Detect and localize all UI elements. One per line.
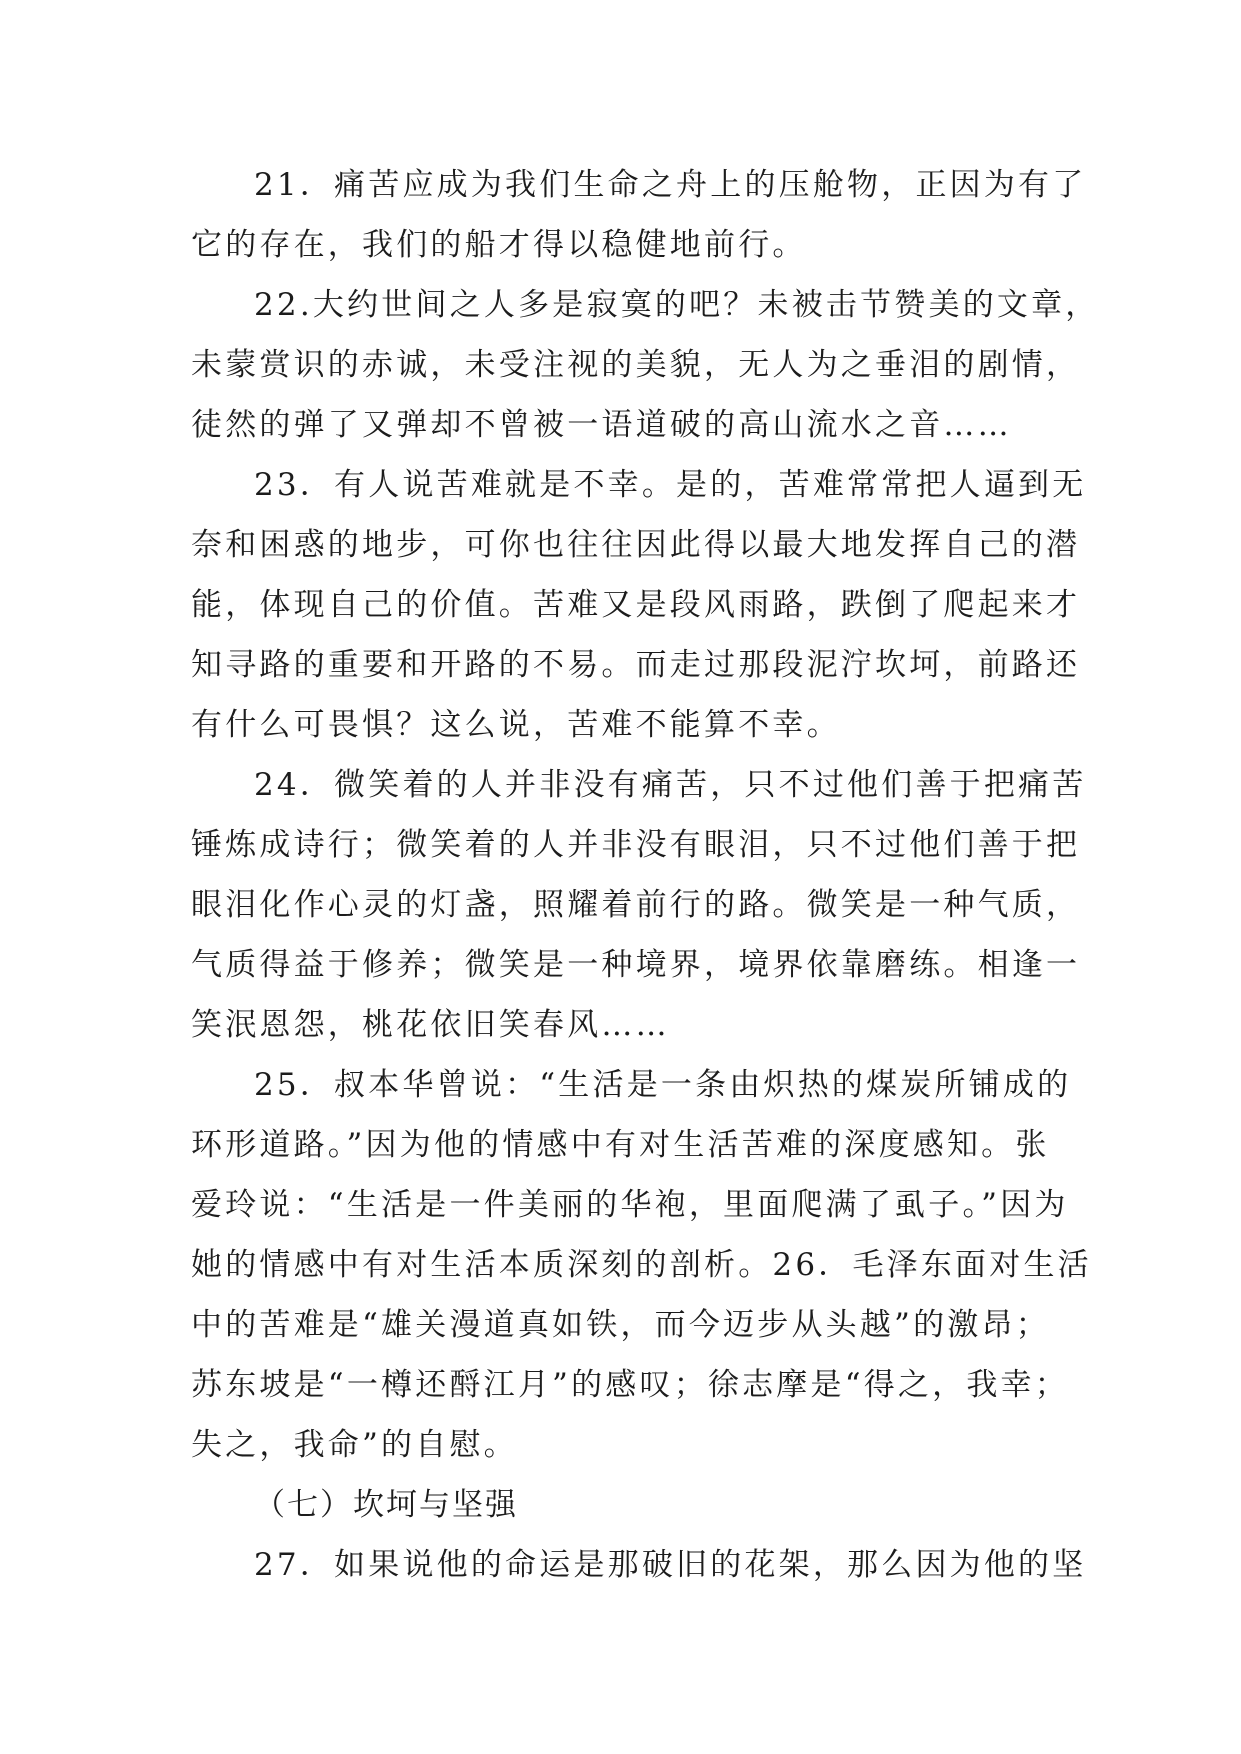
text-line: 未蒙赏识的赤诚，未受注视的美貌，无人为之垂泪的剧情，	[191, 347, 1081, 383]
text-line: 23．有人说苦难就是不幸。是的，苦难常常把人逼到无	[254, 467, 1087, 503]
text-line: 21．痛苦应成为我们生命之舟上的压舱物，正因为有了	[254, 167, 1087, 203]
text-line: 气质得益于修养；微笑是一种境界，境界依靠磨练。相逢一	[191, 947, 1081, 983]
text-line: 她的情感中有对生活本质深刻的剖析。26．毛泽东面对生活	[191, 1247, 1092, 1283]
text-line: 有什么可畏惧？这么说，苦难不能算不幸。	[191, 707, 841, 743]
text-line: 环形道路。”因为他的情感中有对生活苦难的深度感知。张	[191, 1127, 1050, 1163]
section-heading: （七）坎坷与坚强	[254, 1487, 518, 1523]
text-line: 失之，我命”的自慰。	[191, 1427, 518, 1463]
text-line: 它的存在，我们的船才得以稳健地前行。	[191, 227, 807, 263]
text-line: 知寻路的重要和开路的不易。而走过那段泥泞坎坷，前路还	[191, 647, 1081, 683]
text-line: 25．叔本华曾说：“生活是一条由炽热的煤炭所铺成的	[254, 1067, 1072, 1103]
document-body	[191, 155, 1100, 1595]
text-line: 中的苦难是“雄关漫道真如铁，而今迈步从头越”的激昂；	[191, 1307, 1050, 1343]
text-line: 眼泪化作心灵的灯盏，照耀着前行的路。微笑是一种气质，	[191, 887, 1081, 923]
text-line: 22.大约世间之人多是寂寞的吧？未被击节赞美的文章，	[254, 287, 1100, 323]
text-line: 奈和困惑的地步，可你也往往因此得以最大地发挥自己的潜	[191, 527, 1081, 563]
text-line: 24．微笑着的人并非没有痛苦，只不过他们善于把痛苦	[254, 767, 1087, 803]
text-line: 笑泯恩怨，桃花依旧笑春风……	[191, 1007, 670, 1043]
text-line: 锤炼成诗行；微笑着的人并非没有眼泪，只不过他们善于把	[191, 827, 1081, 863]
text-line: 爱玲说：“生活是一件美丽的华袍，里面爬满了虱子。”因为	[191, 1187, 1069, 1223]
text-line: 徒然的弹了又弹却不曾被一语道破的高山流水之音……	[191, 407, 1012, 443]
text-line: 苏东坡是“一樽还酹江月”的感叹；徐志摩是“得之，我幸；	[191, 1367, 1069, 1403]
text-line: 能，体现自己的价值。苦难又是段风雨路，跌倒了爬起来才	[191, 587, 1081, 623]
text-line: 27．如果说他的命运是那破旧的花架，那么因为他的坚	[254, 1547, 1087, 1583]
